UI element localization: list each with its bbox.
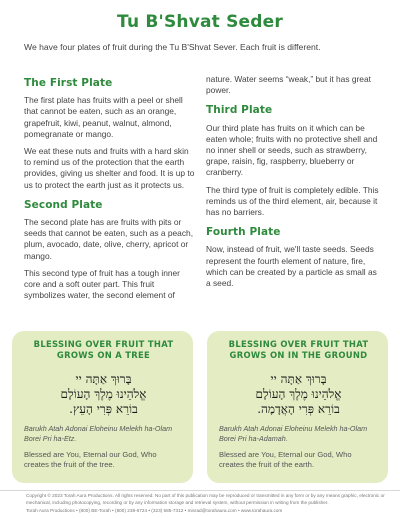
tree-blessing-transliteration: Barukh Atah Adonai Eloheinu Melekh ha-Olam Borei Pri ha-Etz. xyxy=(24,424,173,443)
hebrew-line: אֱלֹהֵינוּ מֶלֶךְ הָעוֹלָם xyxy=(255,387,342,401)
ground-blessing-title: BLESSING OVER FRUIT THAT GROWS ON IN THE GROUND xyxy=(228,339,369,360)
third-plate-paragraph: Our third plate has fruits on it which can be eaten whole; fruits with no protective shell and no inner shell or seeds, such as strawberry, grape, raisin, fig, raspberry, blueberry or cranberry. xyxy=(206,122,378,178)
second-plate-paragraph: This second type of fruit has a tough inner core and a soft outer part. This fruit symbolizes water, the second element of xyxy=(24,267,180,301)
hebrew-line: בָּרוּךְ אַתָּה יי xyxy=(270,372,327,386)
fourth-plate-heading: Fourth Plate xyxy=(206,226,281,239)
footer-divider xyxy=(0,490,400,491)
tree-blessing-title: BLESSING OVER FRUIT THAT GROWS ON A TREE xyxy=(33,339,174,360)
hebrew-line: בוֹרֵא פְּרִי הָעֵץ. xyxy=(69,402,138,416)
hebrew-line: אֱלֹהֵינוּ מֶלֶךְ הָעוֹלָם xyxy=(60,387,147,401)
second-plate-heading: Second Plate xyxy=(24,198,103,211)
ground-blessing-hebrew xyxy=(219,372,378,417)
ground-blessing-transliteration: Barukh Atah Adonai Eloheinu Melekh ha-Olam Borei Pri ha-Adamah. xyxy=(219,424,368,443)
first-plate-paragraph: We eat these nuts and fruits with a hard skin to remind us of the protection that the earth provides, giving us shelter and food. It is up to us to protect the earth just as it protects us. xyxy=(24,146,195,190)
third-plate-heading: Third Plate xyxy=(206,104,273,117)
page-title: Tu B'Shvat Seder xyxy=(117,12,283,32)
second-plate-paragraph: The second plate has are fruits with pits or seeds that cannot be eaten, such as a peach, plum, avocado, date, olive, cherry, apricot or mango. xyxy=(24,217,194,261)
contact-line: Torah Aura Productions • (800) BE-Torah • (800) 238-6724 • (323) 585-7312 • misrad@torahaura.com • www.torahaura.com xyxy=(26,508,283,514)
tree-blessing-card xyxy=(12,331,193,483)
second-plate-continued: nature. Water seems “weak,” but it has great power. xyxy=(206,74,371,96)
footer xyxy=(26,493,386,515)
hebrew-line: בוֹרֵא פְּרִי הָאֲדָמָה. xyxy=(257,402,340,416)
right-column xyxy=(206,74,382,295)
tree-blessing-translation: Blessed are You, Eternal our God, Who creates the fruit of the tree. xyxy=(24,450,157,469)
first-plate-paragraph: The first plate has fruits with a peel or shell that cannot be eaten, such as an orange, grapefruit, kiwi, peanut, walnut, almond, pomegranate or mango. xyxy=(24,95,183,139)
hebrew-line: בָּרוּךְ אַתָּה יי xyxy=(75,372,132,386)
ground-blessing-card xyxy=(207,331,388,483)
blessing-cards xyxy=(12,331,388,483)
fourth-plate-paragraph: Now, instead of fruit, we'll taste seeds. Seeds represent the fourth element of nature, fire, which can be created by a particle as small as a seed. xyxy=(206,244,377,289)
intro-text: We have four plates of fruit during the Tu B'Shvat Sever. Each fruit is different. xyxy=(24,42,321,52)
left-column xyxy=(24,78,196,307)
copyright-notice: Copyright © 2023 Torah Aura Productions. All rights reserved. No part of this publication may be reproduced or transmitted in any form or by any means graphic, electronic or mechanical, including photocopying, recording or by any information storage and retrieval system, without permission in writing from the publisher. xyxy=(26,493,385,505)
third-plate-paragraph: The third type of fruit is completely edible. This reminds us of the third element, air, because it has no barriers. xyxy=(206,184,379,218)
ground-blessing-translation: Blessed are You, Eternal our God, Who creates the fruit of the earth. xyxy=(219,450,352,469)
first-plate-heading: The First Plate xyxy=(24,77,113,89)
tree-blessing-hebrew xyxy=(24,372,183,417)
